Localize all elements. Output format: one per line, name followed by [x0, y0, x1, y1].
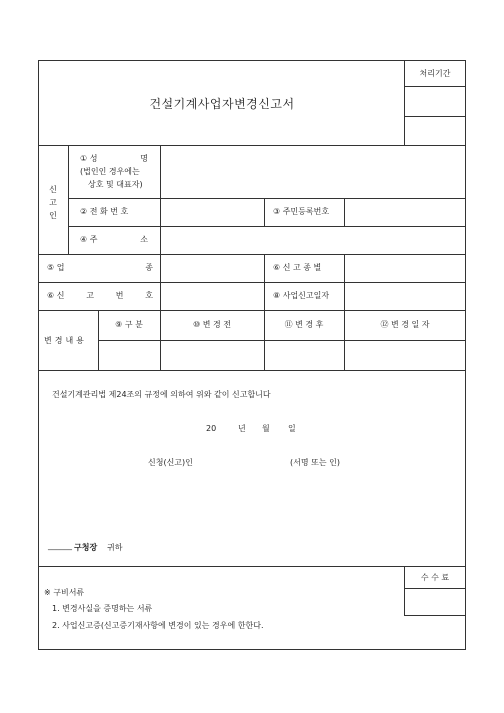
applicant-label: 신청(신고)인: [148, 458, 193, 467]
change-category-header: ⑨ 구 분: [115, 320, 143, 329]
recipient-suffix: 귀하: [107, 543, 123, 552]
divider: [98, 340, 466, 341]
divider: [404, 116, 466, 117]
phone-label: ② 전 화 번 호: [80, 207, 129, 216]
name-sublabel-2: 상호 및 대표자): [88, 180, 143, 189]
address-label-num: ④ 주: [80, 235, 98, 244]
change-section-label: 변경내용: [44, 336, 87, 345]
name-sublabel-1: (법인인 경우에는: [80, 167, 140, 176]
date-day: 일: [288, 424, 296, 433]
name-label: [80, 154, 148, 164]
change-after-header: ⑪ 변 경 후: [284, 320, 324, 329]
divider: [160, 145, 161, 310]
recipient-title: 구청장: [74, 543, 98, 552]
date-year-prefix: 20: [206, 424, 217, 433]
divider: [344, 254, 345, 310]
divider: [344, 198, 345, 226]
divider: [404, 615, 466, 616]
divider: [404, 86, 466, 87]
recipient-blank: ______: [48, 541, 72, 550]
report-number-label-end: 호: [145, 291, 153, 300]
form-frame: [38, 60, 466, 650]
divider: [38, 310, 466, 311]
divider: [264, 254, 265, 310]
divider: [38, 370, 466, 371]
resident-number-label: ③ 주민등록번호: [273, 207, 330, 216]
address-label-end: 소: [140, 235, 148, 244]
report-number-label-num: ⑥ 신: [47, 291, 65, 300]
processing-period-label: 처리기간: [419, 69, 451, 78]
divider: [38, 254, 466, 255]
divider: [38, 145, 466, 146]
report-number-label-mid2: 번: [115, 291, 124, 300]
divider: [68, 226, 466, 227]
report-number-label-mid1: 고: [86, 291, 94, 300]
date-month: 월: [262, 424, 270, 433]
report-number-label: [47, 291, 153, 301]
divider: [68, 145, 69, 254]
business-report-date-label: ⑧ 사업신고일자: [273, 291, 330, 300]
address-label: [80, 235, 148, 245]
divider: [38, 566, 466, 567]
divider: [160, 310, 161, 370]
divider: [404, 588, 466, 589]
form-title: 건설기계사업자변경신고서: [149, 97, 295, 111]
report-type-label: ⑥ 신 고 종 별: [273, 263, 322, 272]
name-label-end: 명: [140, 154, 148, 163]
business-type-label: [47, 263, 153, 273]
business-type-label-end: 종: [145, 263, 153, 272]
divider: [38, 282, 466, 283]
change-before-header: ⑩ 변 경 전: [193, 320, 231, 329]
required-doc-2: 2. 사업신고증(신고증기재사항에 변경이 있는 경우에 한한다.: [52, 621, 264, 630]
required-doc-1: 1. 변경사실을 증명하는 서류: [52, 604, 153, 613]
declaration-statement: 건설기계관리법 제24조의 규정에 의하여 위와 같이 신고합니다: [52, 390, 271, 399]
divider: [264, 198, 265, 226]
required-docs-title: ※ 구비서류: [44, 588, 85, 597]
divider: [344, 310, 345, 370]
name-label-num: ① 성: [80, 154, 98, 163]
divider: [68, 198, 466, 199]
divider: [98, 310, 99, 370]
divider: [264, 310, 265, 370]
change-date-header: ⑫ 변 경 일 자: [380, 320, 430, 329]
date-year: 년: [238, 424, 246, 433]
signature-label: (서명 또는 인): [290, 458, 340, 467]
fee-label: 수 수 료: [420, 573, 450, 582]
reporter-section-label: 신고인: [49, 185, 57, 220]
business-type-label-num: ⑤ 업: [47, 263, 65, 272]
